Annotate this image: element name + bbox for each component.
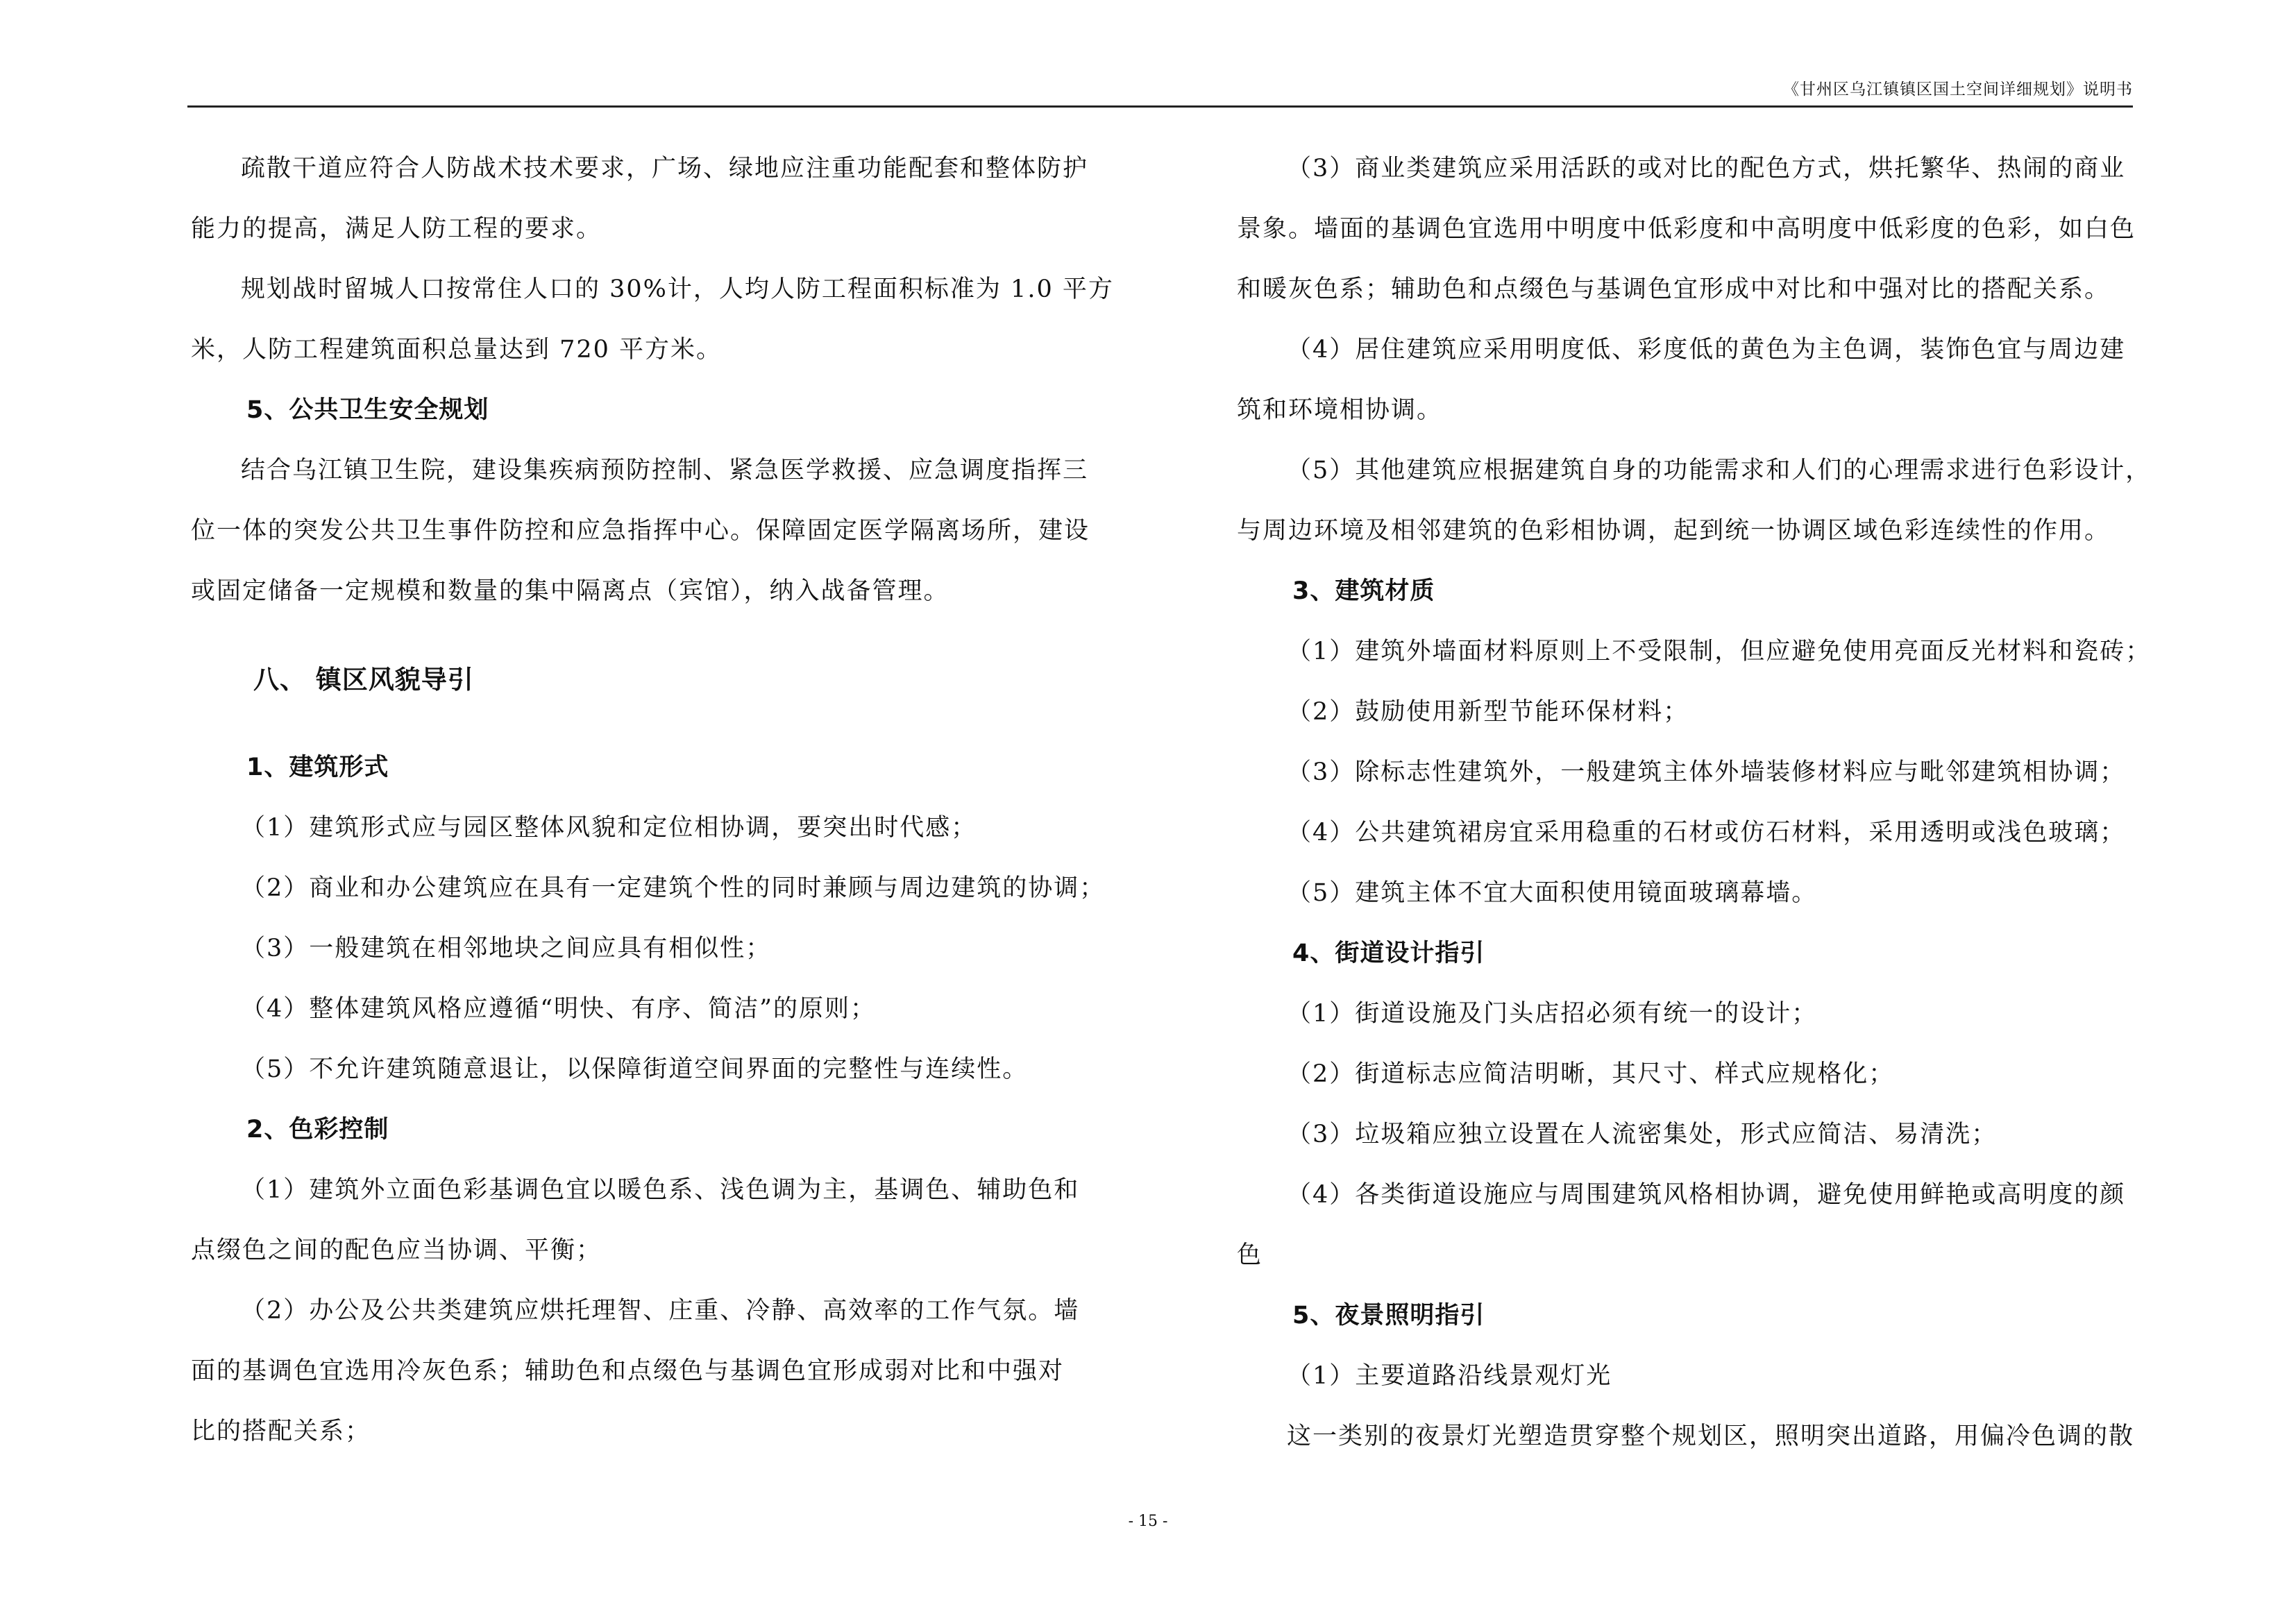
paragraph-line: （1）建筑外立面色彩基调色宜以暖色系、浅色调为主，基调色、辅助色和 bbox=[241, 1176, 1080, 1204]
paragraph-line: 位一体的突发公共卫生事件防控和应急指挥中心。保障固定医学隔离场所，建设 bbox=[191, 517, 1090, 545]
list-item: （4）整体建筑风格应遵循“明快、有序、简洁”的原则； bbox=[241, 995, 877, 1023]
section-heading-public-health: 5、公共卫生安全规划 bbox=[246, 396, 489, 424]
paragraph-line: 疏散干道应符合人防战术技术要求，广场、绿地应注重功能配套和整体防护 bbox=[241, 155, 1089, 182]
right-column bbox=[1237, 139, 2181, 1467]
list-item: （4）公共建筑裙房宜采用稳重的石材或仿石材料，采用透明或浅色玻璃； bbox=[1287, 819, 2126, 847]
list-item: （1）建筑形式应与园区整体风貌和定位相协调，要突出时代感； bbox=[241, 814, 977, 842]
paragraph-line: 和暖灰色系；辅助色和点缀色与基调色宜形成中对比和中强对比的搭配关系。 bbox=[1237, 275, 2111, 303]
section-heading-building-materials: 3、建筑材质 bbox=[1292, 577, 1435, 605]
list-item: （1）建筑外墙面材料原则上不受限制，但应避免使用亮面反光材料和瓷砖； bbox=[1287, 638, 2152, 665]
list-item: （3）垃圾箱应独立设置在人流密集处，形式应简洁、易清洗； bbox=[1287, 1121, 1998, 1148]
paragraph-line: 米，人防工程建筑面积总量达到 720 平方米。 bbox=[191, 336, 723, 364]
header-divider bbox=[187, 105, 2133, 108]
list-item: （3）除标志性建筑外，一般建筑主体外墙装修材料应与毗邻建筑相协调； bbox=[1287, 758, 2126, 786]
paragraph-line: （4）居住建筑应采用明度低、彩度低的黄色为主色调，装饰色宜与周边建 bbox=[1287, 336, 2126, 364]
paragraph-line: 结合乌江镇卫生院，建设集疾病预防控制、紧急医学救援、应急调度指挥三 bbox=[241, 457, 1089, 484]
paragraph-line: （3）商业类建筑应采用活跃的或对比的配色方式，烘托繁华、热闹的商业 bbox=[1287, 155, 2126, 182]
list-item: （2）商业和办公建筑应在具有一定建筑个性的同时兼顾与周边建筑的协调； bbox=[241, 874, 1106, 902]
paragraph-line: 与周边环境及相邻建筑的色彩相协调，起到统一协调区域色彩连续性的作用。 bbox=[1237, 517, 2111, 545]
paragraph-line: 筑和环境相协调。 bbox=[1237, 396, 1443, 424]
paragraph-line: 景象。墙面的基调色宜选用中明度中低彩度和中高明度中低彩度的色彩，如白色 bbox=[1237, 215, 2136, 243]
list-item: （2）街道标志应简洁明晰，其尺寸、样式应规格化； bbox=[1287, 1060, 1895, 1088]
paragraph-line: 色 bbox=[1237, 1241, 1263, 1269]
list-item: （5）不允许建筑随意退让，以保障街道空间界面的完整性与连续性。 bbox=[241, 1055, 1029, 1083]
paragraph-line: 这一类别的夜景灯光塑造贯穿整个规划区，照明突出道路，用偏冷色调的散 bbox=[1287, 1422, 2135, 1450]
spacer bbox=[191, 720, 1145, 738]
list-item: （1）街道设施及门头店招必须有统一的设计； bbox=[1287, 1000, 1818, 1028]
section-heading-street-design: 4、街道设计指引 bbox=[1292, 940, 1485, 967]
spacer bbox=[191, 622, 1145, 640]
document-header-title: 《甘州区乌江镇镇区国土空间详细规划》说明书 bbox=[1783, 80, 2133, 99]
list-item: （4）各类街道设施应与周围建筑风格相协调，避免使用鲜艳或高明度的颜 bbox=[1287, 1181, 2126, 1209]
list-item: （5）建筑主体不宜大面积使用镜面玻璃幕墙。 bbox=[1287, 879, 1818, 907]
paragraph-line: 点缀色之间的配色应当协调、平衡； bbox=[191, 1237, 602, 1264]
paragraph-line: 比的搭配关系； bbox=[191, 1418, 371, 1445]
section-heading-night-lighting: 5、夜景照明指引 bbox=[1292, 1302, 1485, 1329]
list-item: （3）一般建筑在相邻地块之间应具有相似性； bbox=[241, 935, 772, 962]
paragraph-line: 能力的提高，满足人防工程的要求。 bbox=[191, 215, 602, 243]
page-number: - 15 - bbox=[1128, 1513, 1168, 1530]
paragraph-line: （5）其他建筑应根据建筑自身的功能需求和人们的心理需求进行色彩设计， bbox=[1287, 457, 2152, 484]
paragraph-line: （2）办公及公共类建筑应烘托理智、庄重、冷静、高效率的工作气氛。墙 bbox=[241, 1297, 1080, 1325]
section-heading-color-control: 2、色彩控制 bbox=[246, 1116, 389, 1144]
section-heading-building-form: 1、建筑形式 bbox=[246, 754, 389, 781]
left-column bbox=[191, 139, 1145, 1462]
list-item: （2）鼓励使用新型节能环保材料； bbox=[1287, 698, 1689, 726]
list-item: （1）主要道路沿线景观灯光 bbox=[1287, 1362, 1612, 1390]
paragraph-line: 或固定储备一定规模和数量的集中隔离点（宾馆），纳入战备管理。 bbox=[191, 577, 949, 605]
paragraph-line: 规划战时留城人口按常住人口的 30%计，人均人防工程面积标准为 1.0 平方 bbox=[241, 275, 1114, 303]
paragraph-line: 面的基调色宜选用冷灰色系；辅助色和点缀色与基调色宜形成弱对比和中强对 bbox=[191, 1357, 1065, 1385]
chapter-heading-town-style: 八、 镇区风貌导引 bbox=[253, 665, 474, 695]
